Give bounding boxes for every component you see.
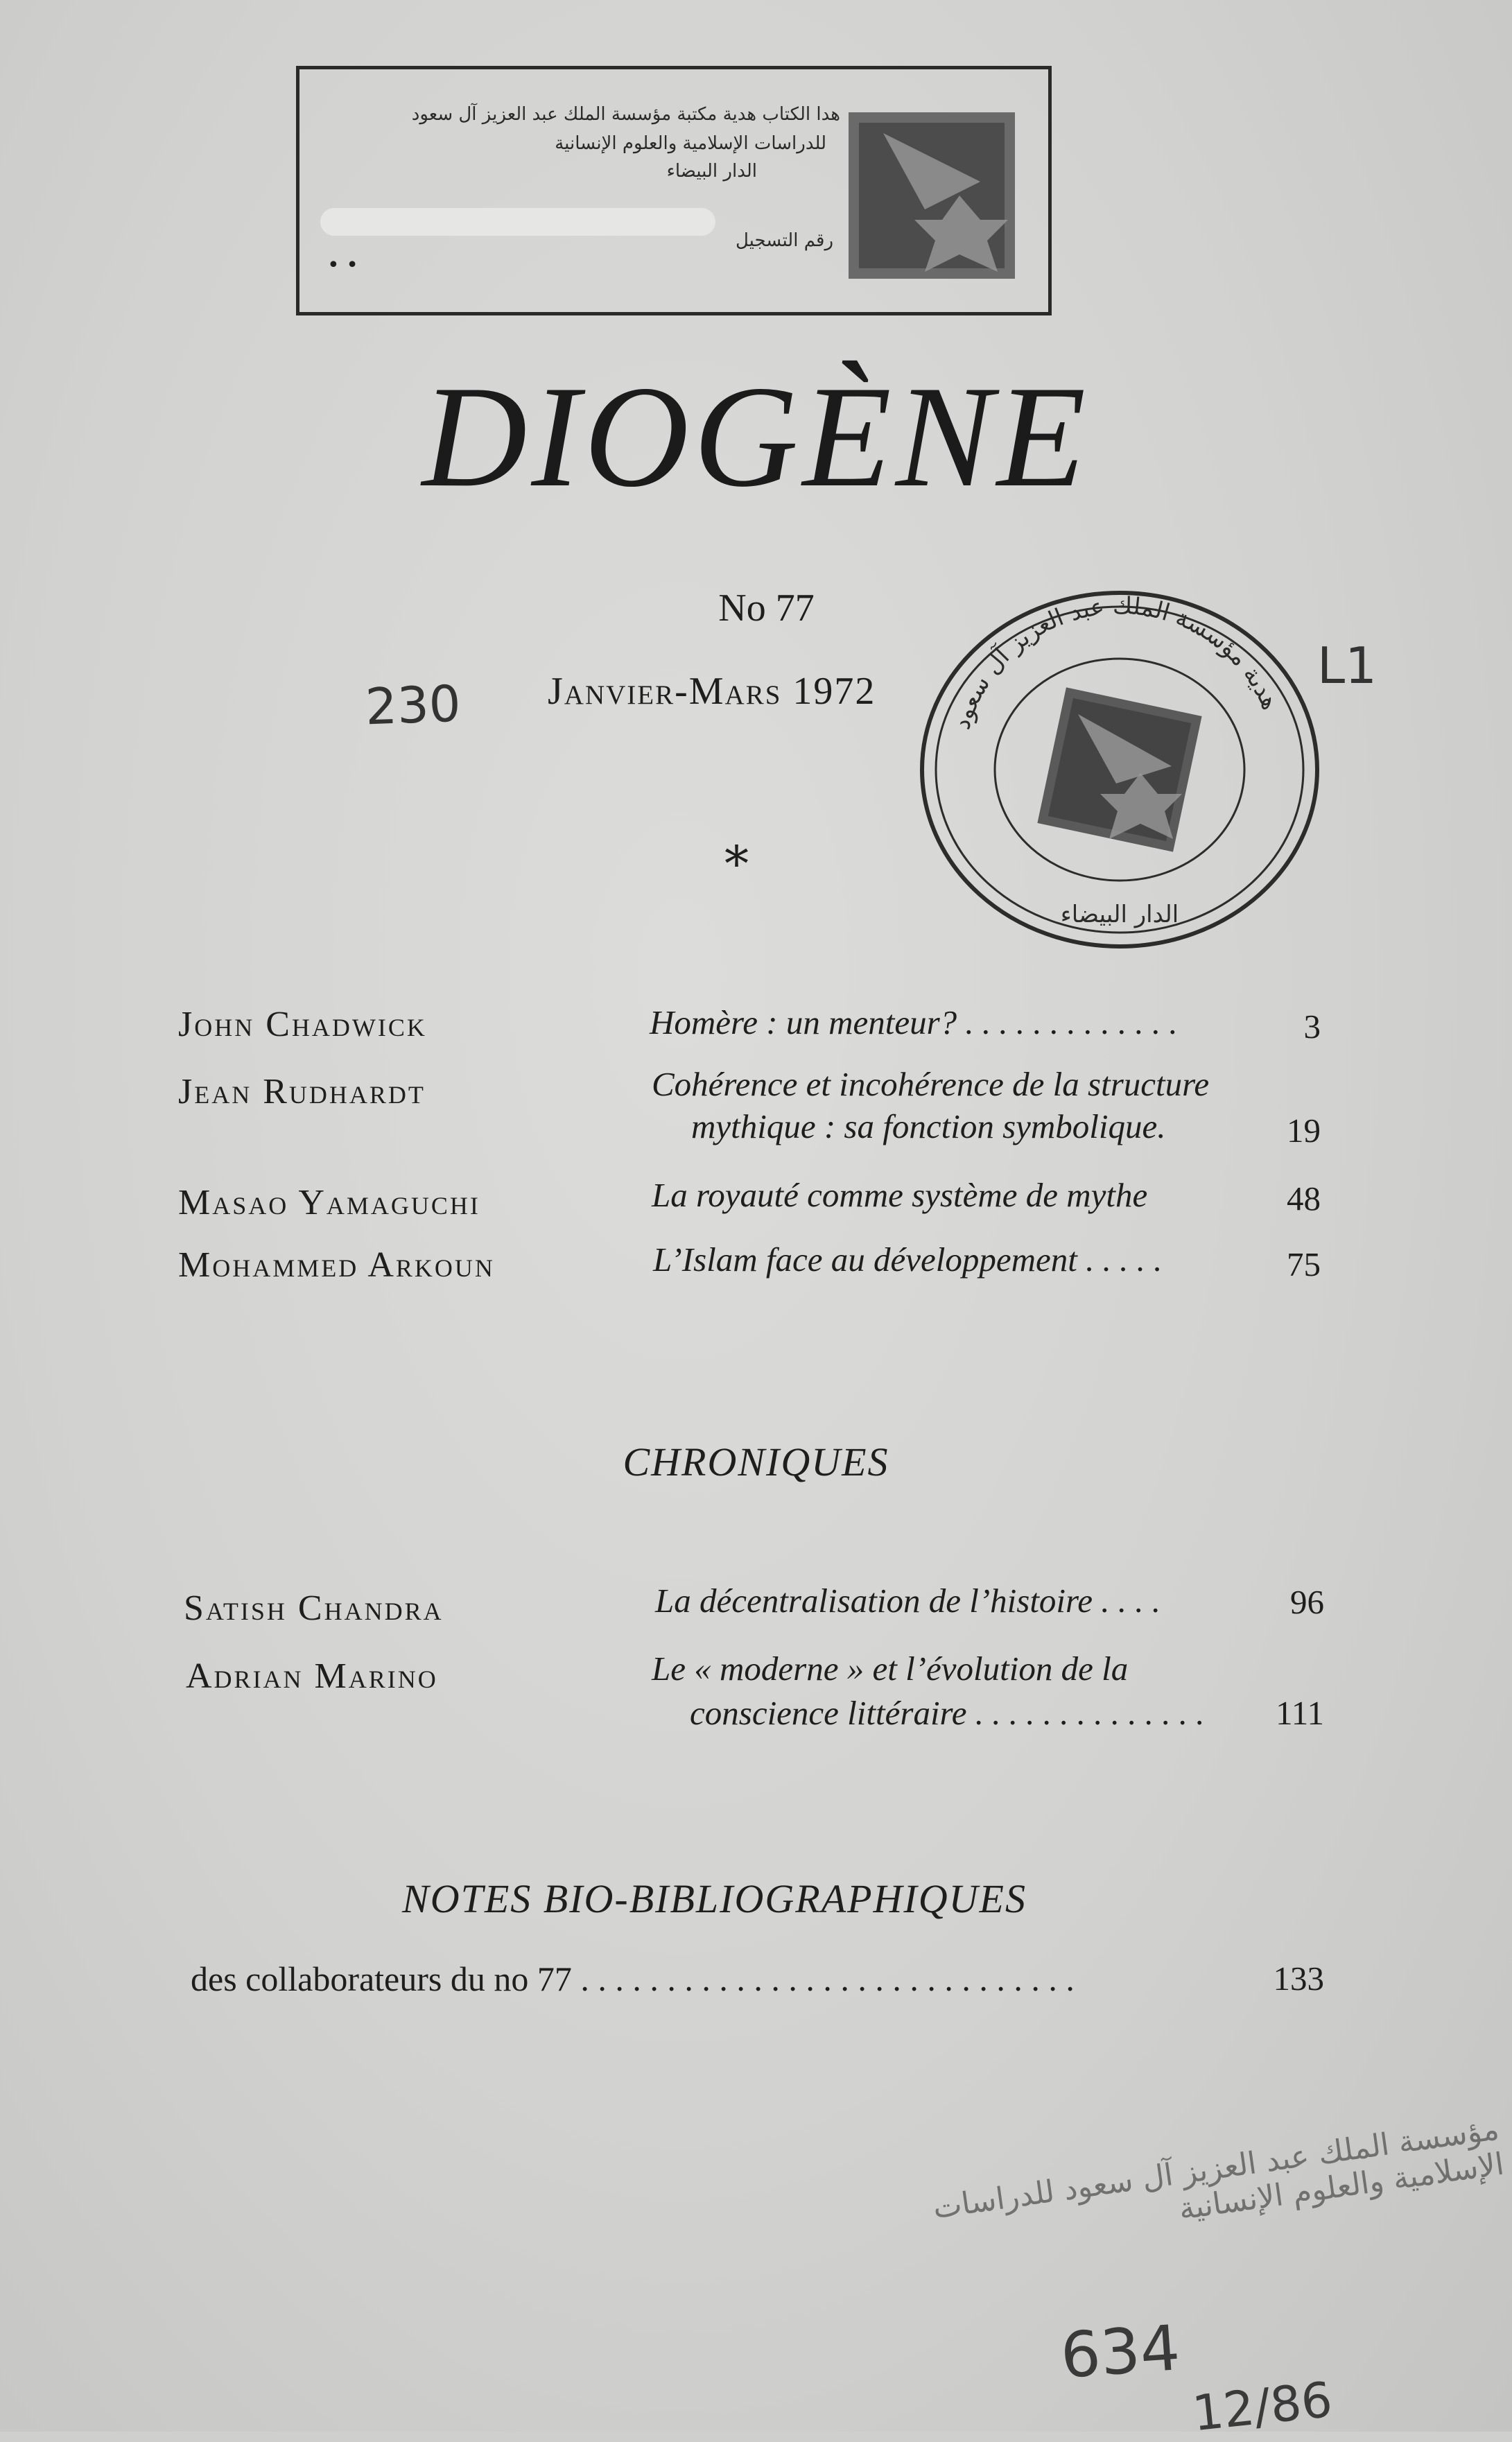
stamp-bottom-text: الدار البيضاء	[1060, 901, 1179, 928]
bottom-faded-stamp: مؤسسة الملك عبد العزيز آل سعود للدراسات الإسلامية والعلوم الإنسانية	[930, 2111, 1506, 2227]
journal-title: DIOGÈNE	[422, 356, 1090, 517]
title-chadwick: Homère : un menteur? . . . . . . . . . . . . .	[650, 1003, 1178, 1041]
page-chandra: 96	[1290, 1583, 1324, 1621]
stamp-line-2: للدراسات الإسلامية والعلوم الإنسانية	[555, 133, 826, 154]
title-arkoun: L’Islam face au développement . . . . .	[653, 1240, 1163, 1279]
title-rudhardt-line2: mythique : sa fonction symbolique.	[691, 1107, 1166, 1145]
separator-asterisk: *	[724, 835, 749, 892]
stamp-line-1: هدا الكتاب هدية مكتبة مؤسسة الملك عبد العزيز آل سعود	[411, 104, 840, 125]
title-yamaguchi: La royauté comme système de mythe	[652, 1176, 1148, 1214]
page-yamaguchi: 48	[1287, 1179, 1321, 1218]
stamp-dots: • •	[327, 253, 358, 277]
stamp-emblem-icon	[842, 105, 1022, 286]
author-arkoun: Mohammed Arkoun	[178, 1245, 495, 1285]
chroniques-heading: CHRONIQUES	[623, 1439, 889, 1484]
stamp-line-3: الدار البيضاء	[666, 161, 757, 182]
issue-date-text: Janvier-Mars 1972	[548, 670, 876, 713]
round-library-stamp	[901, 575, 1338, 964]
author-chadwick: John Chadwick	[178, 1005, 427, 1044]
page-arkoun: 75	[1287, 1245, 1321, 1283]
handwritten-date: 12/86	[1190, 2371, 1335, 2442]
title-marino-line1: Le « moderne » et l’évolution de la	[652, 1649, 1129, 1688]
notes-entry: des collaborateurs du no 77 . . . . . . . . . . . . . . . . . . . . . . . . . . . . .	[191, 1959, 1075, 1998]
stamp-ring-path: هدية مؤسسة الملك عبد العزيز آل سعود	[948, 591, 1285, 733]
handwritten-mark: L1	[1317, 637, 1377, 695]
redacted-area	[320, 208, 715, 236]
page-notes: 133	[1273, 1959, 1324, 1998]
author-rudhardt: Jean Rudhardt	[178, 1072, 426, 1111]
handwritten-634: 634	[1058, 2312, 1183, 2393]
author-marino: Adrian Marino	[186, 1656, 438, 1696]
title-chandra: La décentralisation de l’histoire . . . .	[655, 1582, 1161, 1620]
title-marino-line2: conscience littéraire . . . . . . . . . . . . . .	[690, 1694, 1205, 1732]
stamp-line-4: رقم التسجيل	[735, 230, 833, 251]
handwritten-number: 230	[364, 674, 462, 736]
library-stamp	[296, 66, 1052, 315]
title-rudhardt-line1: Cohérence et incohérence de la structure	[652, 1065, 1210, 1103]
notes-heading: NOTES BIO-BIBLIOGRAPHIQUES	[402, 1876, 1027, 1921]
author-chandra: Satish Chandra	[184, 1588, 444, 1628]
author-yamaguchi: Masao Yamaguchi	[178, 1183, 480, 1222]
issue-number: No 77	[718, 587, 815, 630]
page-rudhardt: 19	[1287, 1111, 1321, 1150]
issue-date	[548, 669, 876, 713]
page-marino: 111	[1276, 1694, 1324, 1732]
page-chadwick: 3	[1303, 1007, 1321, 1046]
round-stamp-emblem-icon	[1037, 687, 1201, 851]
